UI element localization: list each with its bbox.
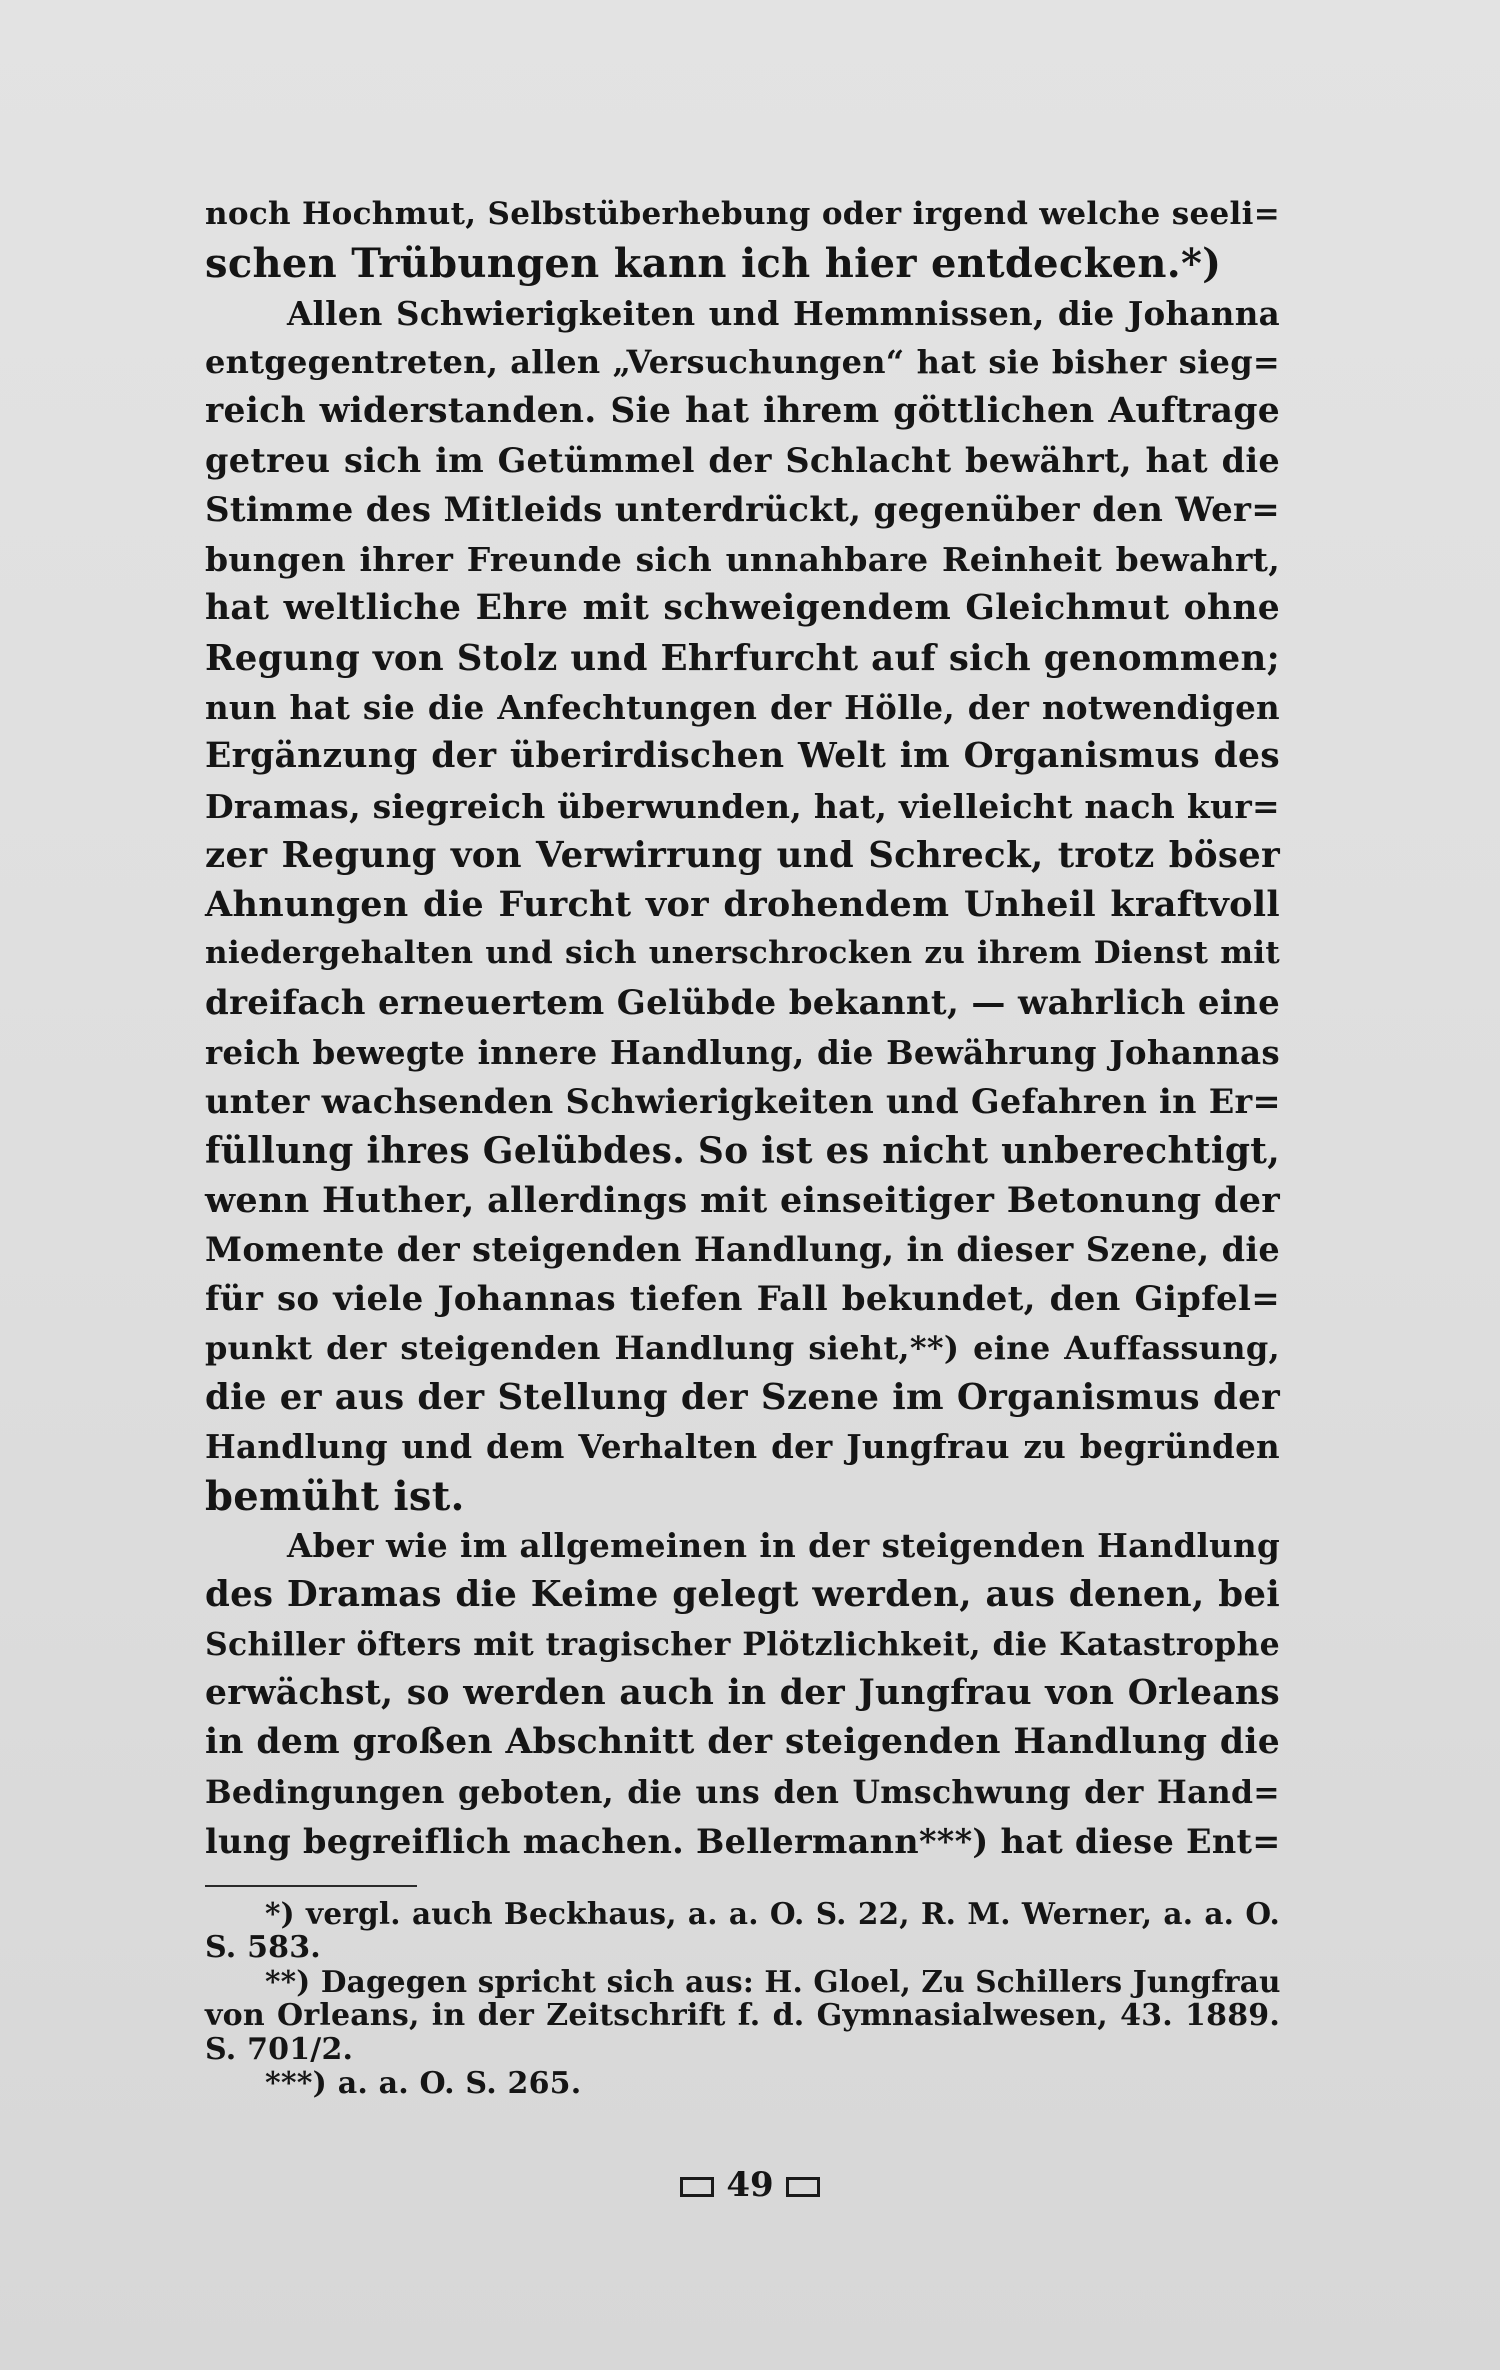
footnote-divider <box>205 1885 417 1887</box>
text-line: schen Trübungen kann ich hier entdecken.*) <box>205 240 1222 288</box>
page-number-value: 49 <box>726 2165 774 2205</box>
footnote-line: *) vergl. auch Beckhaus, a. a. O. S. 22, R. M. Werner, a. a. O. <box>265 1896 1280 1931</box>
text-line: hat weltliche Ehre mit schweigendem Gleichmut ohne <box>205 588 1280 629</box>
footnotes <box>205 1897 1280 2101</box>
footnote-line: von Orleans, in der Zeitschrift f. d. Gymnasialwesen, 43. 1889. <box>205 1998 1280 2033</box>
footnote-line: S. 583. <box>205 1930 321 1965</box>
text-line: lung begreiflich machen. Bellermann***) hat diese Ent= <box>205 1821 1281 1861</box>
footnote-line: ***) a. a. O. S. 265. <box>265 2066 582 2101</box>
text-line: niedergehalten und sich unerschrocken zu ihrem Dienst mit <box>205 935 1280 972</box>
text-line: in dem großen Abschnitt der steigenden Handlung die <box>205 1722 1280 1763</box>
text-line: wenn Huther, allerdings mit einseitiger Betonung der <box>205 1179 1280 1221</box>
ornament-box-icon <box>680 2177 714 2197</box>
page-number <box>0 2165 1500 2205</box>
text-line: reich bewegte innere Handlung, die Bewährung Johannas <box>205 1033 1280 1073</box>
text-line: reich widerstanden. Sie hat ihrem göttlichen Auftrage <box>205 391 1280 432</box>
paragraph-start-line: Aber wie im allgemeinen in der steigenden Handlung <box>287 1526 1280 1566</box>
text-line: Handlung und dem Verhalten der Jungfrau zu begründen <box>205 1427 1280 1467</box>
paragraph-start-line: Allen Schwierigkeiten und Hemmnissen, die Johanna <box>287 293 1280 333</box>
text-line: füllung ihres Gelübdes. So ist es nicht unberechtigt, <box>205 1129 1281 1172</box>
text-line: die er aus der Stellung der Szene im Organismus der <box>205 1377 1280 1419</box>
text-line: erwächst, so werden auch in der Jungfrau von Orleans <box>205 1672 1280 1713</box>
text-line: unter wachsenden Schwierigkeiten und Gefahren in Er= <box>205 1082 1281 1122</box>
text-line: Regung von Stolz und Ehrfurcht auf sich genommen; <box>205 637 1280 679</box>
footnote-line: S. 701/2. <box>205 2032 354 2067</box>
text-line: nun hat sie die Anfechtungen der Hölle, der notwendigen <box>205 687 1280 727</box>
text-line: des Dramas die Keime gelegt werden, aus denen, bei <box>205 1574 1280 1616</box>
text-line: Schiller öfters mit tragischer Plötzlichkeit, die Katastrophe <box>205 1625 1280 1663</box>
text-line: punkt der steigenden Handlung sieht,**) eine Auffassung, <box>205 1328 1280 1367</box>
text-line: Ahnungen die Furcht vor drohendem Unheil kraftvoll <box>205 884 1280 926</box>
text-line: für so viele Johannas tiefen Fall bekundet, den Gipfel= <box>205 1278 1280 1319</box>
text-line: Stimme des Mitleids unterdrückt, gegenüber den Wer= <box>205 489 1280 530</box>
text-line: Momente der steigenden Handlung, in dieser Szene, die <box>205 1230 1280 1270</box>
text-line: bemüht ist. <box>205 1472 465 1520</box>
text-line: Bedingungen geboten, die uns den Umschwung der Hand= <box>205 1773 1280 1811</box>
text-line: dreifach erneuertem Gelübde bekannt, — wahrlich eine <box>205 982 1280 1023</box>
text-line: entgegentreten, allen „Versuchungen“ hat sie bisher sieg= <box>205 342 1280 381</box>
footnote-line: **) Dagegen spricht sich aus: H. Gloel, Zu Schillers Jungfrau <box>265 1964 1281 1999</box>
ornament-box-icon <box>786 2177 820 2197</box>
text-line: bungen ihrer Freunde sich unnahbare Reinheit bewahrt, <box>205 540 1280 580</box>
text-line: Ergänzung der überirdischen Welt im Organismus des <box>205 736 1280 777</box>
text-line: getreu sich im Getümmel der Schlacht bewährt, hat die <box>205 441 1280 481</box>
text-line: Dramas, siegreich überwunden, hat, vielleicht nach kur= <box>205 786 1280 826</box>
body-text <box>205 190 1280 1866</box>
text-line: noch Hochmut, Selbstüberhebung oder irgend welche seeli= <box>205 196 1280 232</box>
text-line: zer Regung von Verwirrung und Schreck, trotz böser <box>205 834 1280 876</box>
